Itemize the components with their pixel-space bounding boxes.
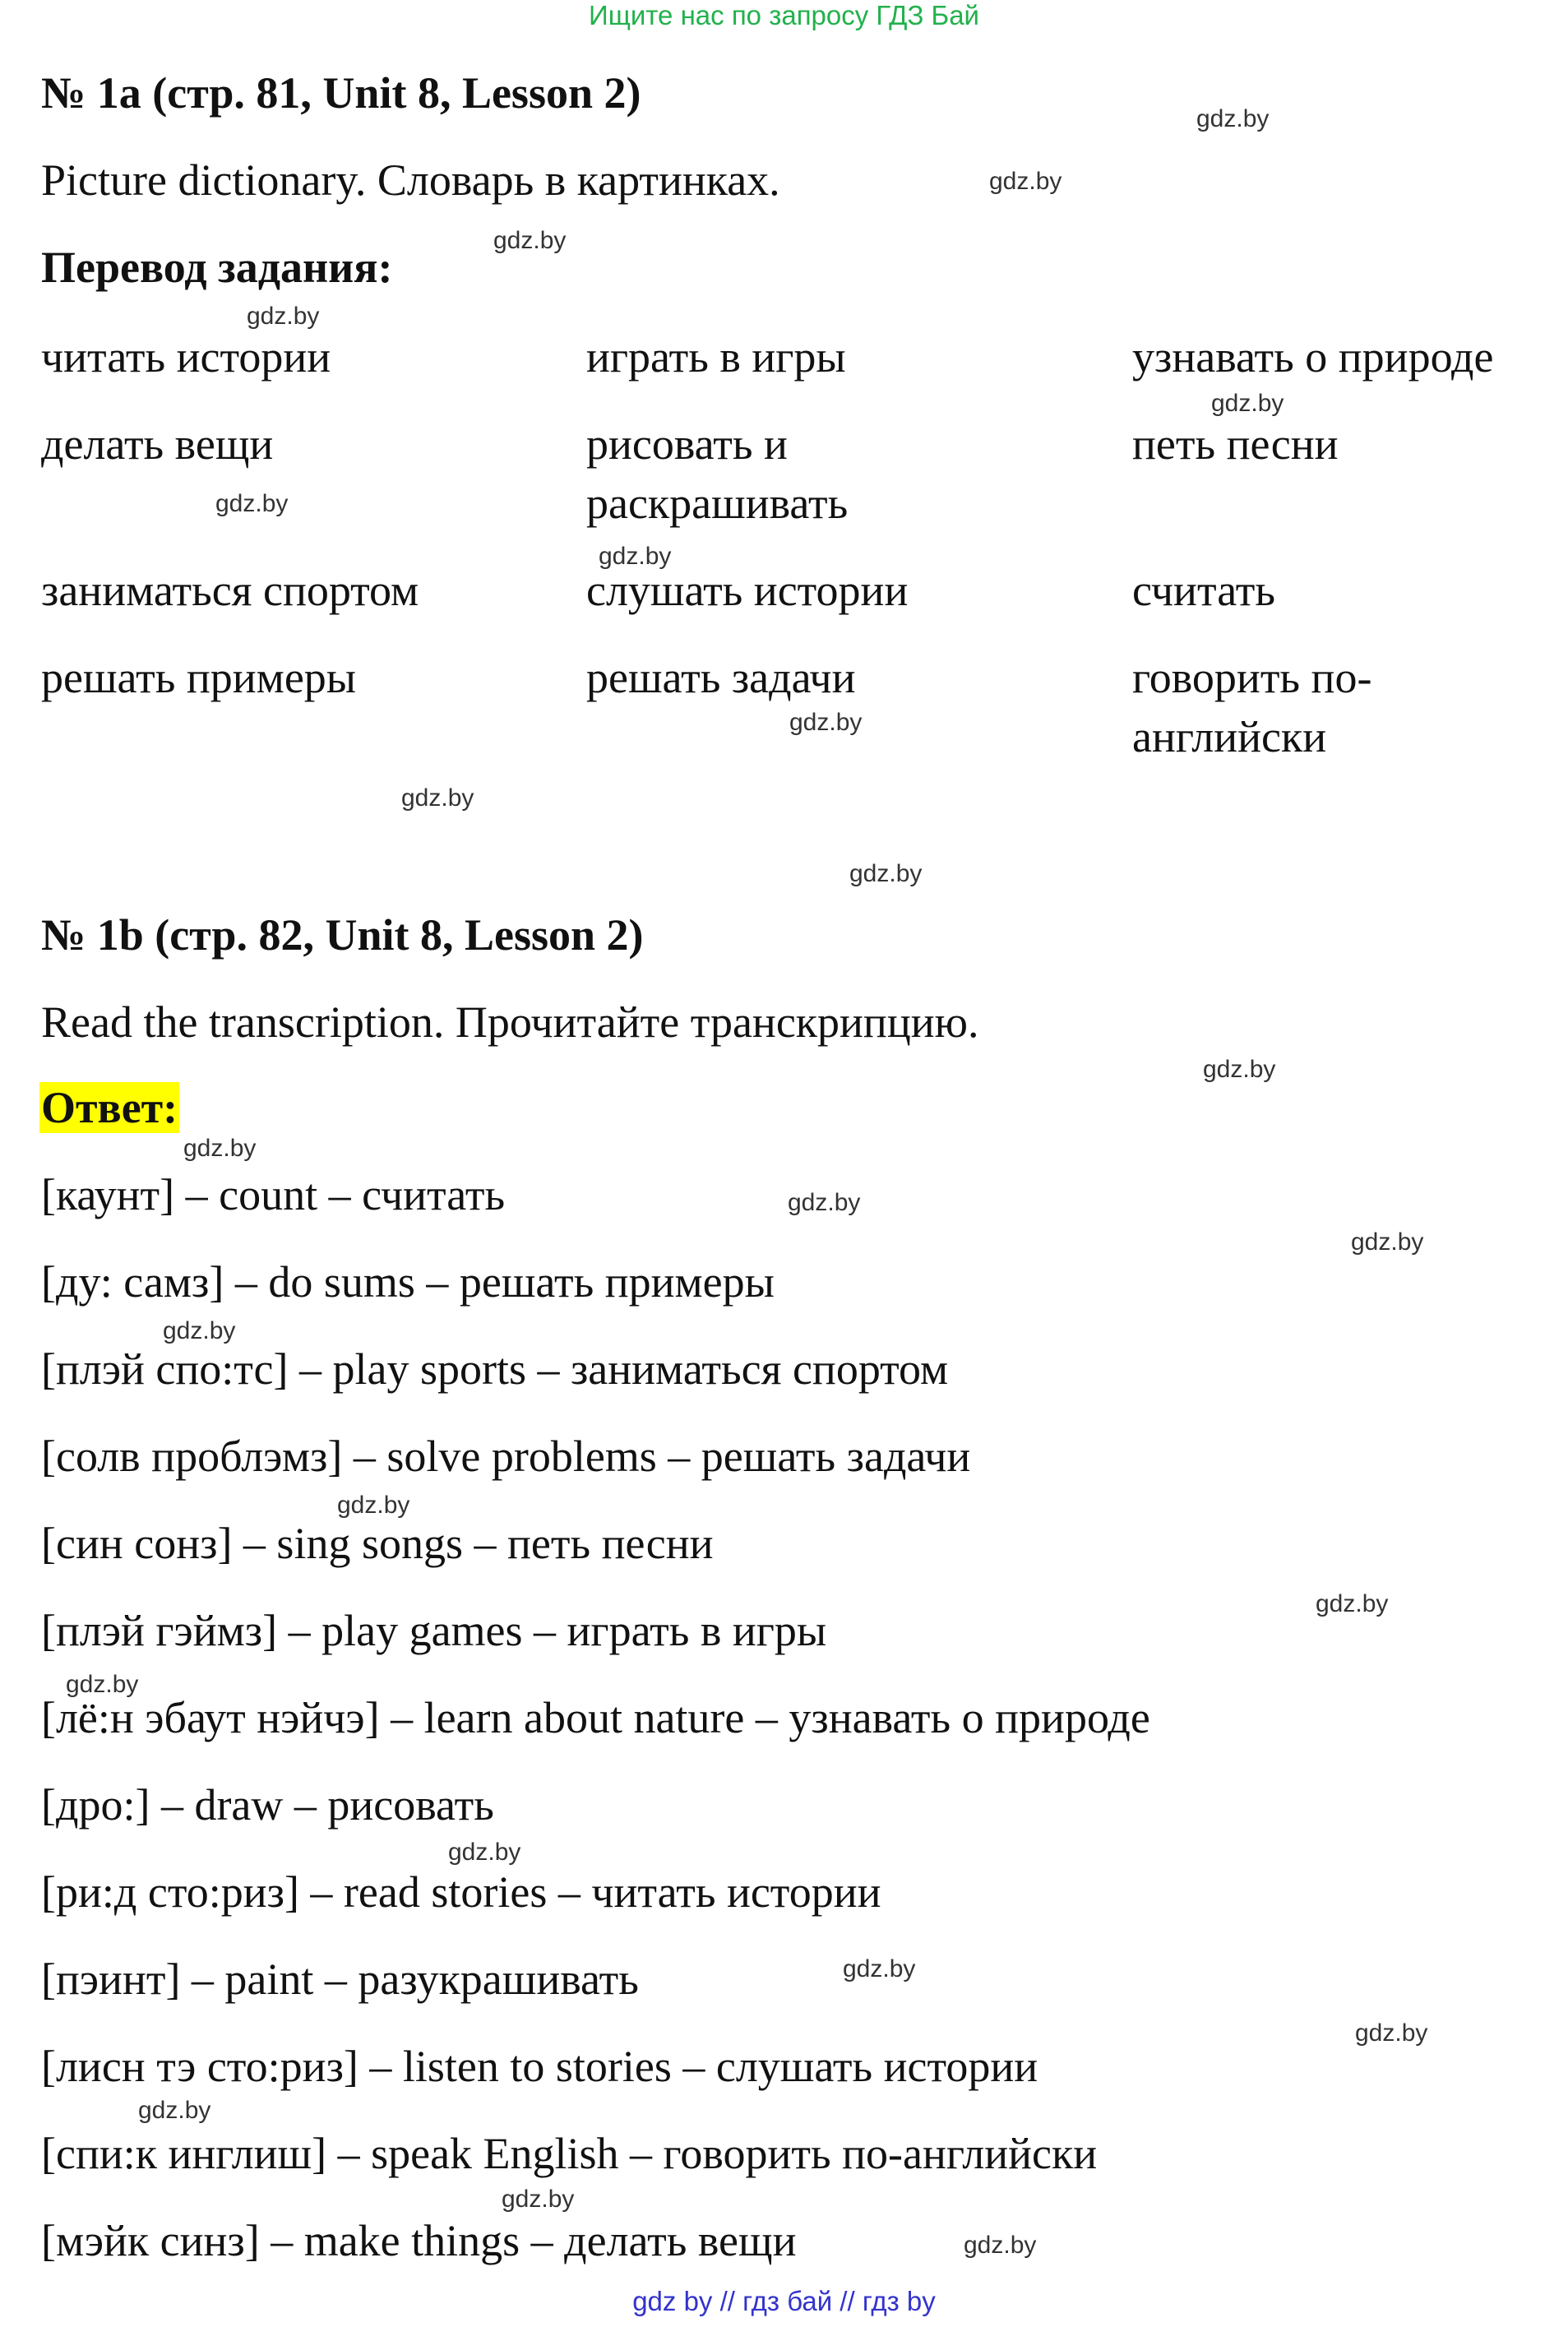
watermark: gdz.by bbox=[215, 490, 289, 517]
watermark: gdz.by bbox=[1203, 1056, 1276, 1083]
watermark: gdz.by bbox=[448, 1839, 521, 1866]
table-cell: читать истории bbox=[41, 332, 331, 382]
watermark: gdz.by bbox=[66, 1671, 139, 1698]
watermark: gdz.by bbox=[138, 2097, 211, 2124]
table-cell: узнавать о природе bbox=[1132, 332, 1494, 382]
watermark: gdz.by bbox=[1316, 1590, 1389, 1617]
section-1a-heading: № 1a (стр. 81, Unit 8, Lesson 2) bbox=[41, 68, 641, 118]
table-cell: слушать истории bbox=[586, 566, 909, 615]
table-cell: решать примеры bbox=[41, 653, 357, 702]
answer-line: [плэй спо:тс] – play sports – заниматься спортом bbox=[41, 1344, 949, 1394]
watermark: gdz.by bbox=[1355, 2019, 1428, 2047]
section-1a-subheading: Перевод задания: bbox=[41, 243, 393, 292]
answer-line: [каунт] – count – считать bbox=[41, 1170, 506, 1219]
top-banner-link[interactable]: Ищите нас по запросу ГДЗ Бай bbox=[589, 0, 979, 30]
answer-line: [лё:н эбаут нэйчэ] – learn about nature – узнавать о природе bbox=[41, 1693, 1150, 1742]
watermark: gdz.by bbox=[502, 2186, 575, 2213]
answer-line: [солв проблэмз] – solve problems – решать задачи bbox=[41, 1432, 971, 1481]
table-cell: считать bbox=[1132, 566, 1275, 615]
watermark: gdz.by bbox=[989, 168, 1062, 195]
section-1b-heading: № 1b (стр. 82, Unit 8, Lesson 2) bbox=[41, 910, 644, 960]
answer-line: [ри:д сто:риз] – read stories – читать истории bbox=[41, 1867, 881, 1917]
watermark: gdz.by bbox=[843, 1955, 916, 1982]
section-1b-instruction: Read the transcription. Прочитайте транскрипцию. bbox=[41, 997, 979, 1047]
watermark: gdz.by bbox=[401, 784, 474, 812]
watermark: gdz.by bbox=[1196, 105, 1270, 132]
answer-label: Ответ: bbox=[41, 1083, 178, 1132]
watermark: gdz.by bbox=[964, 2232, 1037, 2259]
table-cell: играть в игры bbox=[586, 332, 846, 382]
bottom-banner-link[interactable]: gdz by // гдз бай // гдз by bbox=[632, 2286, 936, 2316]
watermark: gdz.by bbox=[599, 543, 672, 570]
table-cell: делать вещи bbox=[41, 419, 274, 469]
table-cell: рисовать и раскрашивать bbox=[586, 419, 849, 528]
watermark: gdz.by bbox=[1211, 390, 1284, 417]
watermark: gdz.by bbox=[247, 303, 320, 330]
watermark: gdz.by bbox=[493, 227, 567, 254]
table-cell: заниматься спортом bbox=[41, 566, 419, 615]
answer-line: [пэинт] – paint – разукрашивать bbox=[41, 1955, 639, 2004]
watermark: gdz.by bbox=[163, 1317, 236, 1344]
answer-line: [мэйк синз] – make things – делать вещи bbox=[41, 2216, 797, 2265]
answer-line: [плэй гэймз] – play games – играть в игры bbox=[41, 1606, 827, 1655]
watermark: gdz.by bbox=[337, 1492, 410, 1519]
watermark: gdz.by bbox=[788, 1189, 861, 1216]
answer-line: [спи:к инглиш] – speak English – говорить по-английски bbox=[41, 2129, 1098, 2178]
answer-line: [лисн тэ сто:риз] – listen to stories – слушать истории bbox=[41, 2042, 1038, 2091]
section-1a-instruction: Picture dictionary. Словарь в картинках. bbox=[41, 155, 780, 205]
table-cell: решать задачи bbox=[586, 653, 856, 702]
watermark: gdz.by bbox=[183, 1135, 257, 1162]
watermark: gdz.by bbox=[849, 860, 923, 887]
table-cell: петь песни bbox=[1132, 419, 1339, 469]
answer-line: [син сонз] – sing songs – петь песни bbox=[41, 1519, 714, 1568]
answer-line: [дро:] – draw – рисовать bbox=[41, 1780, 494, 1830]
watermark: gdz.by bbox=[789, 709, 863, 736]
answer-line: [ду: самз] – do sums – решать примеры bbox=[41, 1257, 775, 1307]
watermark: gdz.by bbox=[1351, 1228, 1424, 1256]
table-cell: говорить по-английски bbox=[1132, 653, 1372, 761]
